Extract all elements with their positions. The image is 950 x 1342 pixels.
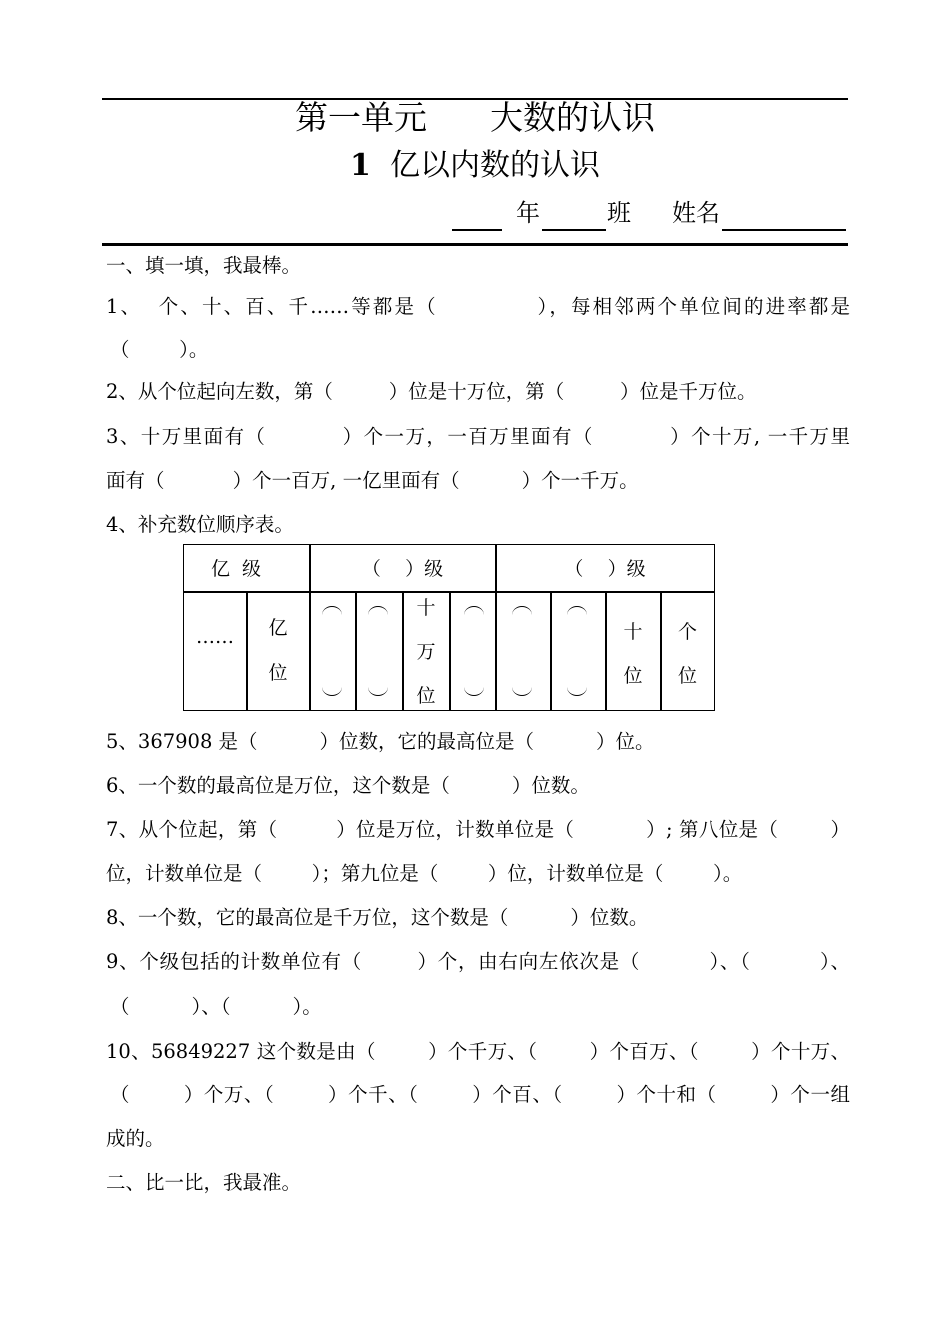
- blank-paren-bottom[interactable]: [567, 687, 587, 696]
- question-8: 8、一个数，它的最高位是千万位，这个数是（ ）位数。: [106, 906, 649, 929]
- blank-paren-top[interactable]: [464, 606, 484, 615]
- table-col-divider: [605, 591, 607, 710]
- lesson-number: 1: [350, 148, 371, 183]
- blank-paren-bottom[interactable]: [512, 687, 532, 696]
- blank-paren-top[interactable]: [567, 606, 587, 615]
- question-3-line-2: 面有（ ）个一百万, 一亿里面有（ ）个一千万。: [106, 469, 639, 492]
- blank-paren-top[interactable]: [512, 606, 532, 615]
- place-value-table: [183, 544, 715, 711]
- blank-paren-bottom[interactable]: [322, 687, 342, 696]
- section-heading-2: 二、比一比，我最准。: [106, 1171, 302, 1194]
- table-dots: ……: [196, 626, 234, 648]
- table-col-divider: [660, 591, 662, 710]
- blank-paren-top[interactable]: [322, 606, 342, 615]
- table-shiwan-3: 位: [416, 685, 436, 707]
- question-9-line-1: 9、个级包括的计数单位有（ ）个，由右向左依次是（ ）、（ ）、: [106, 950, 850, 973]
- name-blank[interactable]: [722, 229, 846, 231]
- lesson-title: [0, 147, 950, 185]
- table-yi-top: 亿: [268, 617, 288, 639]
- question-4: 4、补充数位顺序表。: [106, 513, 294, 536]
- question-10-line-3: 成的。: [106, 1127, 165, 1150]
- question-10-line-1: 10、56849227 这个数是由（ ）个千万、（ ）个百万、（ ）个十万、: [106, 1040, 850, 1063]
- page-title: 第一单元 大数的认识: [295, 98, 655, 137]
- class-blank[interactable]: [542, 229, 606, 231]
- table-shi-2: 位: [623, 665, 643, 687]
- question-9-line-2: （ ）、（ ）。: [110, 995, 322, 1018]
- class-label: 班: [607, 199, 631, 227]
- table-head-wan: （ ）级: [361, 558, 444, 580]
- table-col-divider: [246, 591, 248, 710]
- year-label: 年: [516, 199, 540, 227]
- lesson-title-text: 亿以内数的认识: [389, 148, 600, 183]
- table-shiwan-2: 万: [416, 641, 436, 663]
- question-7-line-1: 7、从个位起，第（ ）位是万位，计数单位是（ ）; 第八位是（ ）: [106, 818, 850, 841]
- table-col-divider: [449, 591, 451, 710]
- section-heading-1: 一、填一填，我最棒。: [106, 254, 302, 277]
- year-blank[interactable]: [452, 229, 502, 231]
- name-label: 姓名: [672, 199, 720, 227]
- header-rule: [102, 243, 848, 246]
- table-head-ge: （ ）级: [564, 558, 646, 580]
- question-1-line-1: 1、 个、十、百、千……等都是（ ），每相邻两个单位间的进率都是: [106, 295, 850, 318]
- table-shi-1: 十: [623, 621, 643, 643]
- blank-paren-bottom[interactable]: [464, 687, 484, 696]
- question-6: 6、一个数的最高位是万位，这个数是（ ）位数。: [106, 774, 590, 797]
- table-ge-1: 个: [677, 621, 697, 643]
- question-10-line-2: （ ）个万、（ ）个千、（ ）个百、（ ）个十和（ ）个一组: [110, 1083, 850, 1106]
- table-head-yi: 亿 级: [210, 558, 262, 580]
- question-5: 5、367908 是（ ）位数，它的最高位是（ ）位。: [106, 730, 655, 753]
- blank-paren-top[interactable]: [368, 606, 388, 615]
- question-7-line-2: 位，计数单位是（ ）；第九位是（ ）位，计数单位是（ ）。: [106, 862, 743, 885]
- table-col-divider: [550, 591, 552, 710]
- table-ge-2: 位: [677, 665, 697, 687]
- blank-paren-bottom[interactable]: [368, 687, 388, 696]
- table-shiwan-1: 十: [416, 597, 436, 619]
- table-yi-bot: 位: [268, 662, 288, 684]
- question-3-line-1: 3、十万里面有（ ）个一万，一百万里面有（ ）个十万, 一千万里: [106, 425, 850, 448]
- question-2: 2、从个位起向左数，第（ ）位是十万位，第（ ）位是千万位。: [106, 380, 757, 403]
- table-col-divider: [355, 591, 357, 710]
- question-1-line-2: （ ）。: [110, 338, 209, 361]
